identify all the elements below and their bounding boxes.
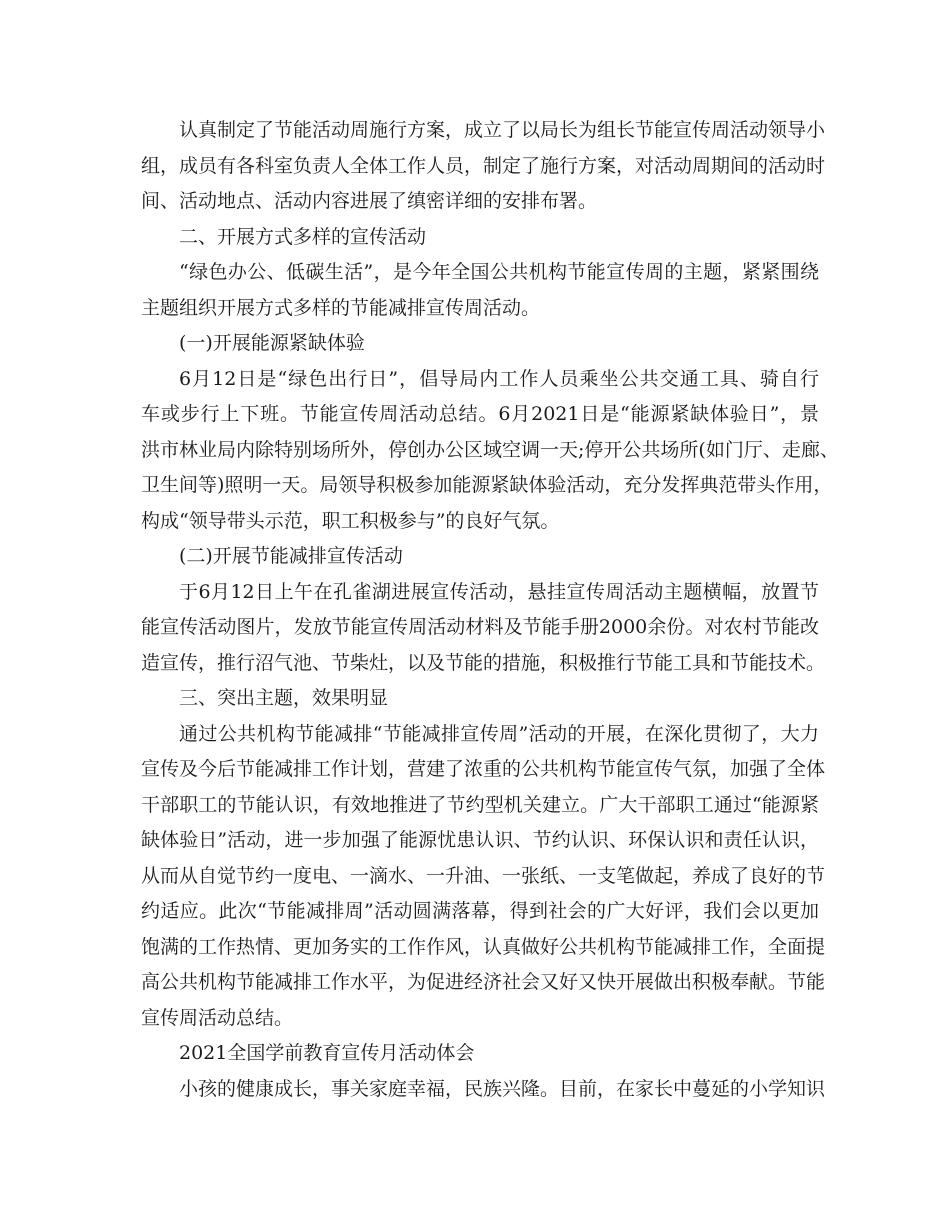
text-line: 间、活动地点、活动内容进展了缜密详细的安排布署。	[141, 190, 598, 212]
text-line: 造宣传，推行沼气池、节柴灶，以及节能的措施，积极推行节能工具和节能技术。	[141, 651, 826, 674]
text-line: “绿色办公、低碳生活”，是今年全国公共机构节能宣传周的主题，紧紧围绕	[179, 261, 819, 283]
text-line: 小孩的健康成长，事关家庭幸福，民族兴隆。目前，在家长中蔓延的小学知识	[179, 1077, 826, 1100]
text-line: 6月12日是“绿色出行日”，倡导局内工作人员乘坐公共交通工具、骑自行	[179, 367, 819, 390]
text-line: 于6月12日上午在孔雀湖进展宣传活动，悬挂宣传周活动主题横幅，放置节	[179, 580, 819, 603]
text-line: 宣传及今后节能减排工作计划，营建了浓重的公共机构节能宣传气氛，加强了全体	[141, 758, 826, 780]
text-line: 主题组织开展方式多样的节能减排宣传周活动。	[141, 296, 541, 319]
text-line: 高公共机构节能减排工作水平，为促进经济社会又好又快开展做出积极奉献。节能	[141, 971, 826, 993]
text-line: 三、突出主题，效果明显	[179, 687, 389, 709]
text-line: 通过公共机构节能减排“节能减排宣传周”活动的开展，在深化贯彻了，大力	[179, 722, 819, 745]
text-line: 约适应。此次“节能减排周”活动圆满落幕，得到社会的广大好评，我们会以更加	[141, 900, 819, 922]
document-body	[141, 113, 839, 1107]
text-line: 饱满的工作热情、更加务实的工作作风，认真做好公共机构节能减排工作，全面提	[141, 935, 826, 958]
text-line: 2021全国学前教育宣传月活动体会	[179, 1042, 475, 1064]
text-line: 组，成员有各科室负责人全体工作人员，制定了施行方案，对活动周期间的活动时	[141, 154, 826, 177]
text-line: 从而从自觉节约一度电、一滴水、一升油、一张纸、一支笔做起，养成了良好的节	[141, 864, 826, 887]
text-line: (一)开展能源紧缺体验	[179, 332, 365, 354]
text-line: 宣传周活动总结。	[141, 1006, 294, 1029]
text-line: 卫生间等)照明一天。局领导积极参加能源紧缺体验活动，充分发挥典范带头作用，	[141, 474, 833, 496]
text-line: 能宣传活动图片，发放节能宣传周活动材料及节能手册2000余份。对农村节能改	[141, 616, 819, 638]
text-line: 二、开展方式多样的宣传活动	[179, 225, 427, 248]
text-line: 缺体验日”活动，进一步加强了能源忧患认识、节约认识、环保认识和责任认识，	[141, 829, 819, 851]
text-line: (二)开展节能减排宣传活动	[179, 545, 403, 567]
text-line: 洪市林业局内除特别场所外，停创办公区域空调一天;停开公共场所(如门厅、走廊、	[141, 438, 839, 461]
text-line: 认真制定了节能活动周施行方案，成立了以局长为组长节能宣传周活动领导小	[179, 119, 826, 141]
text-line: 构成“领导带头示范，职工积极参与”的良好气氛。	[141, 509, 560, 532]
text-line: 干部职工的节能认识，有效地推进了节约型机关建立。广大干部职工通过“能源紧	[141, 793, 819, 816]
text-line: 车或步行上下班。节能宣传周活动总结。6月2021日是“能源紧缺体验日”，景	[141, 403, 819, 425]
